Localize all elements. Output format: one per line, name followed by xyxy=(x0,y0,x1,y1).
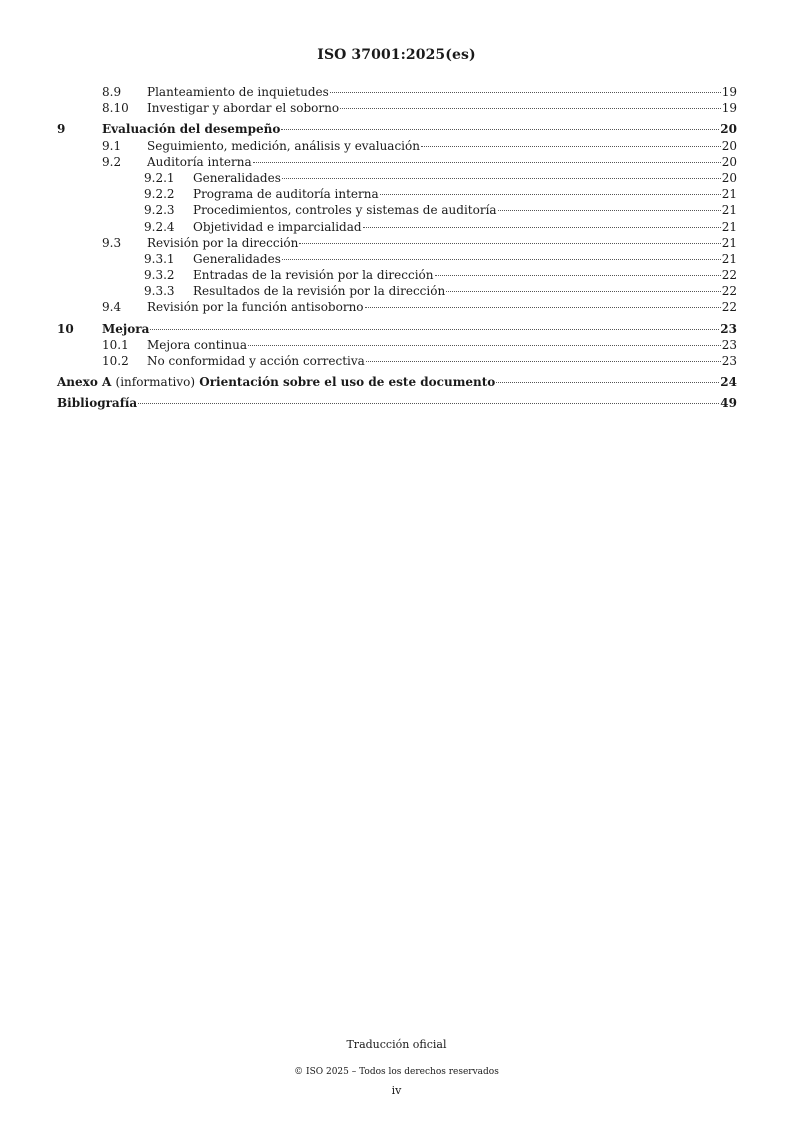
dot-leader xyxy=(380,194,721,195)
toc-number: 8.9 xyxy=(102,85,122,99)
toc-title: Objetividad e imparcialidad xyxy=(193,219,362,234)
toc-number: 9 xyxy=(57,122,66,137)
toc-page: 20 xyxy=(721,138,737,153)
toc-title: Revisión por la función antisoborno xyxy=(147,300,364,315)
toc-page: 22 xyxy=(721,300,737,315)
toc-title: Programa de auditoría interna xyxy=(193,187,379,202)
toc-entry-9-2[interactable] xyxy=(57,154,737,170)
dot-leader xyxy=(330,92,721,93)
dot-leader xyxy=(340,108,721,109)
toc-page: 20 xyxy=(721,154,737,169)
toc-title: Generalidades xyxy=(193,251,281,266)
toc-page: 20 xyxy=(720,122,737,137)
toc-entry-9-3-2[interactable] xyxy=(57,267,737,283)
toc-entry-9-2-3[interactable] xyxy=(57,202,737,218)
dot-leader xyxy=(248,345,721,346)
toc-entry-10-2[interactable] xyxy=(57,353,737,369)
toc-page: 23 xyxy=(721,337,737,352)
toc-number: 9.4 xyxy=(102,300,122,315)
toc-number: 10.2 xyxy=(102,354,129,368)
toc-page: 19 xyxy=(721,101,737,116)
toc-title: Mejora continua xyxy=(147,337,247,352)
toc-page: 22 xyxy=(721,284,737,299)
toc-entry-9-2-2[interactable] xyxy=(57,186,737,202)
toc-title: Evaluación del desempeño xyxy=(102,122,281,137)
toc-page: 21 xyxy=(721,235,737,250)
dot-leader xyxy=(299,243,720,244)
toc-entry-9-3[interactable] xyxy=(57,235,737,251)
toc-page: 21 xyxy=(721,187,737,202)
dot-leader xyxy=(138,403,719,404)
toc-number: 9.2.3 xyxy=(144,203,175,218)
toc-title xyxy=(57,374,495,390)
toc-entry-9-3-3[interactable] xyxy=(57,283,737,299)
toc-number: 9.2.4 xyxy=(144,219,175,234)
toc-number: 9.3.2 xyxy=(144,268,175,283)
dot-leader xyxy=(281,129,719,130)
toc-title: Entradas de la revisión por la dirección xyxy=(193,268,434,283)
toc-entry-9-1[interactable] xyxy=(57,138,737,154)
toc-entry-9-3-1[interactable] xyxy=(57,251,737,267)
dot-leader xyxy=(282,178,721,179)
annex-label: Anexo A xyxy=(57,375,112,390)
toc-page: 19 xyxy=(721,85,737,99)
toc-page: 24 xyxy=(720,375,737,390)
toc-entry-9-2-4[interactable] xyxy=(57,219,737,235)
toc-number: 10 xyxy=(57,321,74,336)
toc-entry-bibliography[interactable] xyxy=(57,395,737,411)
dot-leader xyxy=(365,307,721,308)
toc-entry-10[interactable] xyxy=(57,321,737,337)
dot-leader xyxy=(446,291,721,292)
toc-title: Investigar y abordar el soborno xyxy=(147,101,340,116)
toc-number: 9.1 xyxy=(102,138,122,153)
toc-page: 23 xyxy=(720,321,737,336)
toc-page: 21 xyxy=(721,219,737,234)
toc-title: Planteamiento de inquietudes xyxy=(147,85,329,99)
toc-entry-8-10[interactable] xyxy=(57,100,737,116)
toc-page: 20 xyxy=(721,170,737,185)
toc-title: Generalidades xyxy=(193,170,281,185)
dot-leader xyxy=(363,227,721,228)
page-number: iv xyxy=(391,1084,402,1097)
toc-page: 21 xyxy=(721,203,737,218)
dot-leader xyxy=(498,210,721,211)
dot-leader xyxy=(421,146,721,147)
toc-number: 9.2.2 xyxy=(144,187,175,202)
toc-entry-annex-a[interactable] xyxy=(57,374,737,390)
toc-title: Resultados de la revisión por la dirección xyxy=(193,284,446,299)
toc-entry-9[interactable] xyxy=(57,121,737,137)
toc-title: Bibliografía xyxy=(57,396,138,411)
toc-number: 9.3 xyxy=(102,235,122,250)
dot-leader xyxy=(282,259,721,260)
toc-title: Seguimiento, medición, análisis y evaluación xyxy=(147,138,420,153)
toc-page: 21 xyxy=(721,251,737,266)
table-of-contents xyxy=(57,84,737,412)
dot-leader xyxy=(150,329,719,330)
toc-page: 49 xyxy=(720,396,737,411)
toc-number: 9.2.1 xyxy=(144,170,175,185)
toc-number: 9.3.3 xyxy=(144,284,175,299)
document-header: ISO 37001:2025(es) xyxy=(317,47,476,63)
translation-note: Traducción oficial xyxy=(346,1038,447,1051)
toc-entry-8-9[interactable] xyxy=(57,84,737,100)
toc-title: Procedimientos, controles y sistemas de auditoría xyxy=(193,203,497,218)
annex-title: Orientación sobre el uso de este documento xyxy=(199,375,496,390)
dot-leader xyxy=(366,361,721,362)
dot-leader xyxy=(435,275,721,276)
dot-leader xyxy=(253,162,721,163)
toc-page: 23 xyxy=(721,354,737,368)
toc-title: No conformidad y acción correctiva xyxy=(147,354,365,368)
toc-entry-9-4[interactable] xyxy=(57,299,737,315)
copyright-notice: © ISO 2025 – Todos los derechos reservados xyxy=(294,1067,499,1077)
toc-number: 9.2 xyxy=(102,154,122,169)
toc-title: Revisión por la dirección xyxy=(147,235,299,250)
annex-qualifier: (informativo) xyxy=(115,375,196,390)
toc-entry-10-1[interactable] xyxy=(57,337,737,353)
toc-entry-9-2-1[interactable] xyxy=(57,170,737,186)
toc-number: 8.10 xyxy=(102,101,129,116)
toc-number: 9.3.1 xyxy=(144,251,175,266)
toc-title: Mejora xyxy=(102,321,150,336)
toc-title: Auditoría interna xyxy=(147,154,252,169)
dot-leader xyxy=(496,382,719,383)
toc-number: 10.1 xyxy=(102,337,129,352)
toc-page: 22 xyxy=(721,268,737,283)
